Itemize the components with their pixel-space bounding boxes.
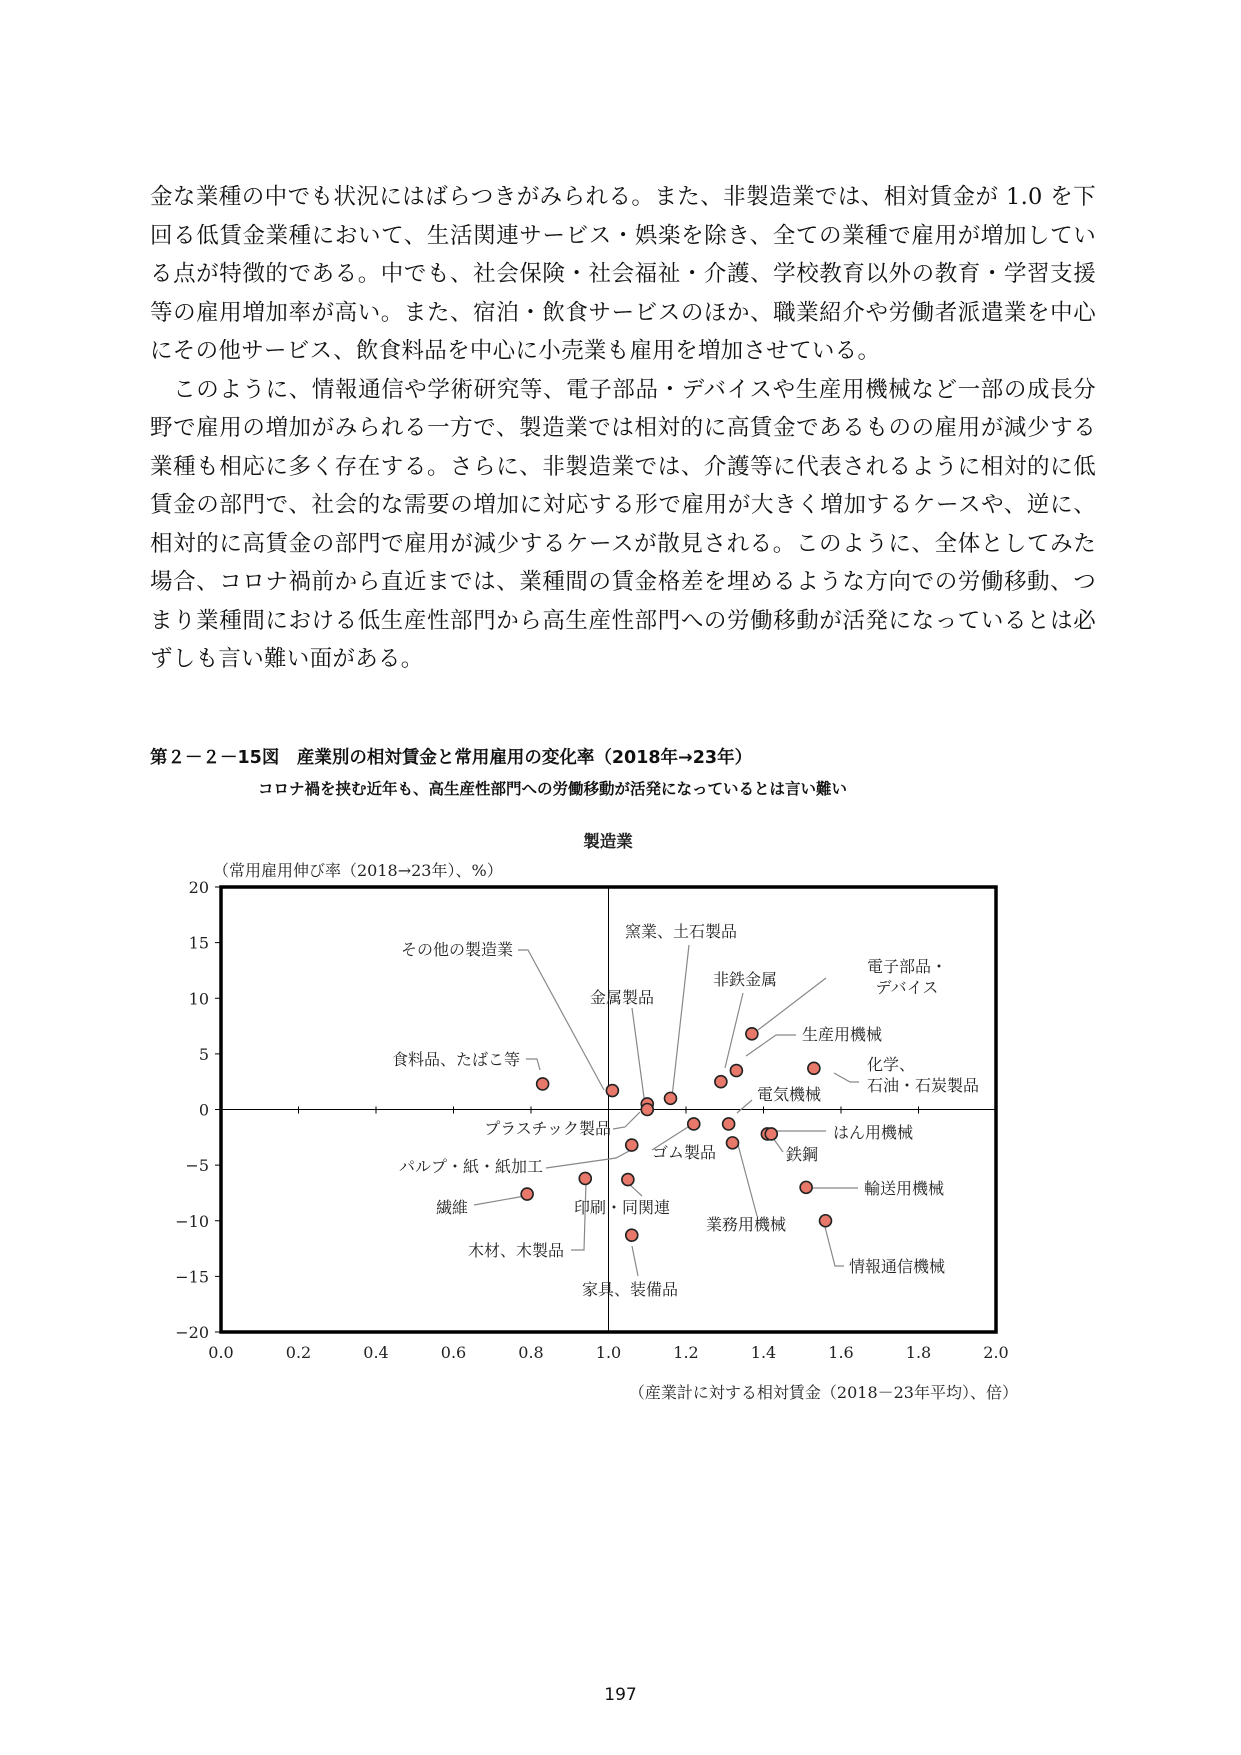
data-point — [665, 1092, 677, 1104]
figure-subtitle: コロナ禍を挟む近年も、高生産性部門への労働移動が活発になっているとは言い難い — [258, 780, 848, 798]
x-tick-label: 0.0 — [208, 1343, 234, 1362]
x-tick-label: 1.8 — [905, 1343, 932, 1362]
paragraph-1: 金な業種の中でも状況にはばらつきがみられる。また、非製造業では、相対賃金が 1.0 を下回る低賃金業種において、生活関連サービス・娯楽を除き、全ての業種で雇用が増加している点が特徴的である。中でも、社会保険・社会福祉・介護、学校教育以外の教育・学習支援等の雇用増加率が高い。また、宿泊・飲食サービスのほか、職業紹介や労働者派遣業を中心にその他サービス、飲食料品を中心に小売業も雇用を増加させている。 — [150, 184, 1096, 364]
x-tick-label: 1.6 — [828, 1343, 854, 1362]
leader-line — [613, 1112, 640, 1129]
data-point — [800, 1181, 812, 1193]
data-point — [537, 1078, 549, 1090]
data-point — [727, 1137, 739, 1149]
y-tick-label: −20 — [175, 1323, 209, 1342]
x-tick-label: 0.6 — [440, 1343, 467, 1362]
point-label: 輸送用機械 — [864, 1179, 945, 1198]
point-label: 化学、石油・石炭製品 — [867, 1055, 980, 1095]
data-point — [746, 1028, 758, 1040]
leader-line — [632, 1246, 638, 1276]
point-label: 電気機械 — [757, 1085, 822, 1104]
data-point — [808, 1062, 820, 1074]
point-label: 電子部品・デバイス — [866, 957, 948, 997]
data-point — [521, 1188, 533, 1200]
data-point — [723, 1118, 735, 1130]
leader-line — [737, 1100, 752, 1113]
data-point — [579, 1172, 591, 1184]
data-point — [715, 1076, 727, 1088]
data-point — [626, 1139, 638, 1151]
x-tick-label: 1.4 — [750, 1343, 777, 1362]
y-tick-label: 20 — [188, 878, 209, 897]
point-label: 生産用機械 — [801, 1025, 883, 1044]
point-label: 家具、装備品 — [581, 1280, 679, 1299]
point-label: パルプ・紙・紙加工 — [398, 1157, 543, 1176]
data-point — [606, 1085, 618, 1097]
data-point — [820, 1215, 832, 1227]
leader-line — [737, 1141, 757, 1216]
data-point — [688, 1118, 700, 1130]
x-tick-label: 2.0 — [983, 1343, 1009, 1362]
point-label: 情報通信機械 — [849, 1257, 946, 1276]
leader-line — [834, 1073, 859, 1082]
leader-line — [474, 1196, 525, 1205]
y-tick-label: 15 — [188, 933, 209, 953]
point-label: 印刷・同関連 — [573, 1198, 671, 1217]
x-tick-label: 0.4 — [363, 1343, 389, 1362]
page-number: 197 — [604, 1685, 637, 1705]
figure-title: 第２－２－15図 産業別の相対賃金と常用雇用の変化率（2018年→23年） — [150, 748, 753, 768]
y-tick-label: 10 — [188, 989, 209, 1009]
point-label: 業務用機械 — [705, 1215, 787, 1234]
leader-line — [629, 1184, 642, 1196]
y-tick-label: −15 — [175, 1267, 209, 1287]
x-tick-label: 0.8 — [518, 1343, 544, 1362]
paragraph-2: このように、情報通信や学術研究等、電子部品・デバイスや生産用機械など一部の成長分野で雇用の増加がみられる一方で、製造業では相対的に高賃金であるものの雇用が減少する業種も相応に多く存在する。さらに、非製造業では、介護等に代表されるように相対的に低賃金の部門で、社会的な需要の増加に対応する形で雇用が大きく増加するケースや、逆に、相対的に高賃金の部門で雇用が減少するケースが散見される。このように、全体としてみた場合、コロナ禍前から直近までは、業種間の賃金格差を埋めるような方向での労働移動、つまり業種間における低生産性部門から高生産性部門への労働移動が活発になっているとは必ずしも言い難い面がある。 — [150, 376, 1096, 672]
y-tick-label: −10 — [175, 1211, 209, 1231]
y-tick-label: 5 — [198, 1044, 209, 1064]
leader-line — [824, 1223, 844, 1266]
point-label: 鉄鋼 — [786, 1145, 819, 1164]
leader-line — [725, 993, 743, 1068]
point-label: ゴム製品 — [652, 1143, 717, 1162]
point-label: 木材、木製品 — [467, 1241, 564, 1260]
data-point — [626, 1229, 638, 1241]
x-tick-label: 0.2 — [285, 1343, 312, 1362]
y-tick-label: 0 — [198, 1100, 209, 1120]
y-tick-label: −5 — [185, 1156, 209, 1176]
data-point — [730, 1065, 742, 1077]
point-label: 窯業、土石製品 — [624, 922, 738, 941]
point-label: 非鉄金属 — [712, 970, 778, 989]
data-point — [641, 1104, 653, 1116]
x-axis-label: （産業計に対する相対賃金（2018－23年平均）、倍） — [628, 1383, 1018, 1402]
y-axis-label: （常用雇用伸び率（2018→23年）、%） — [213, 861, 503, 880]
data-point — [765, 1128, 777, 1140]
point-label: 金属製品 — [589, 988, 655, 1007]
point-label: その他の製造業 — [400, 940, 513, 959]
x-tick-label: 1.2 — [673, 1343, 699, 1362]
leader-line — [672, 945, 689, 1097]
chart-title: 製造業 — [583, 832, 633, 851]
leader-line — [546, 1150, 631, 1168]
leader-line — [632, 1008, 645, 1105]
leader-line — [518, 950, 604, 1090]
point-label: プラスチック製品 — [484, 1119, 611, 1138]
point-label: 食料品、たばこ等 — [391, 1050, 520, 1069]
leader-line — [526, 1059, 540, 1070]
leader-line — [773, 1138, 783, 1152]
point-label: はん用機械 — [833, 1123, 914, 1142]
point-label: 繊維 — [435, 1198, 468, 1217]
x-tick-label: 1.0 — [595, 1343, 622, 1362]
data-point — [622, 1174, 634, 1186]
